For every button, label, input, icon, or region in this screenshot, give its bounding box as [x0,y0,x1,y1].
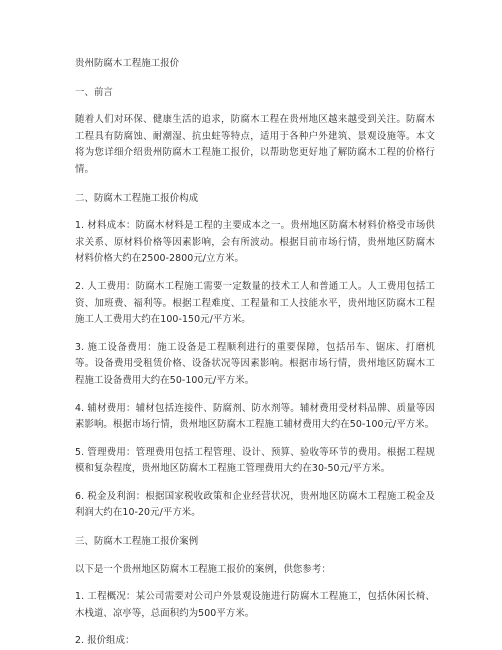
list-item: 4. 辅材费用：辅材包括连接件、防腐剂、防水剂等。辅材费用受材料品牌、质量等因素影响。根据市场行情，贵州地区防腐木工程施工辅材费用大约在50-100元/平方米。 [75,402,435,431]
list-item: 6. 税金及利润：根据国家税收政策和企业经营状况，贵州地区防腐木工程施工税金及利润大约在10-20元/平方米。 [75,490,435,519]
paragraph-intro: 随着人们对环保、健康生活的追求，防腐木工程在贵州地区越来越受到关注。防腐木工程具有防腐蚀、耐潮湿、抗虫蛀等特点，适用于各种户外建筑、景观设施等。本文将为您详细介绍贵州防腐木工程施工报价，以帮助您更好地了解防腐木工程的价格行情。 [75,114,435,175]
list-item: 1. 材料成本：防腐木材料是工程的主要成本之一。贵州地区防腐木材料价格受市场供求关系、原材料价格等因素影响，会有所波动。根据目前市场行情，贵州地区防腐木材料价格大约在2500-2800元/立方米。 [75,220,435,265]
document-body [75,56,435,650]
list-item: 3. 施工设备费用：施工设备是工程顺利进行的重要保障，包括吊车、锯床、打磨机等。设备费用受租赁价格、设备状况等因素影响。根据市场行情，贵州地区防腐木工程施工设备费用大约在50-100元/平方米。 [75,341,435,386]
list-item: 2. 人工费用：防腐木工程施工需要一定数量的技术工人和普通工人。人工费用包括工资、加班费、福利等。根据工程难度、工程量和工人技能水平，贵州地区防腐木工程施工人工费用大约在100-150元/平方米。 [75,280,435,326]
document-title: 贵州防腐木工程施工报价 [75,58,180,69]
paragraph-case-intro: 以下是一个贵州地区防腐木工程施工报价的案例，供您参考： [75,563,331,575]
list-item: 5. 管理费用：管理费用包括工程管理、设计、预算、验收等环节的费用。根据工程规模和复杂程度，贵州地区防腐木工程施工管理费用大约在30-50元/平方米。 [75,446,435,475]
section-heading-composition: 二、防腐木工程施工报价构成 [75,192,199,204]
section-heading-case: 三、防腐木工程施工报价案例 [75,536,199,548]
section-heading-intro: 一、前言 [75,86,113,98]
list-item: 2. 报价组成： [75,635,135,647]
list-item: 1. 工程概况：某公司需要对公司户外景观设施进行防腐木工程施工，包括休闲长椅、木栈道、凉亭等，总面积约为500平方米。 [75,591,435,619]
